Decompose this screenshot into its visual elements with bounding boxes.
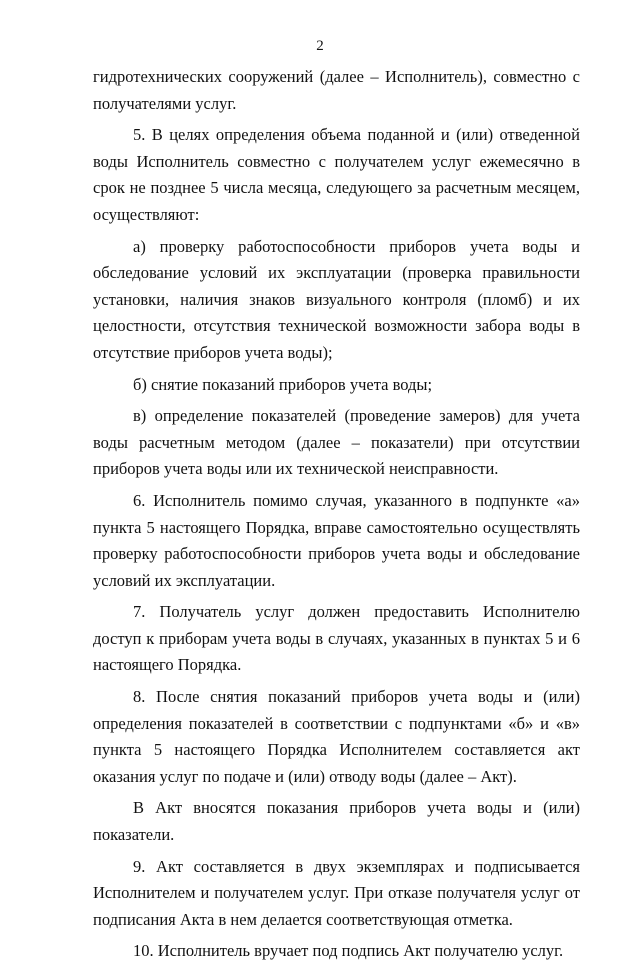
document-body: [93, 64, 580, 965]
paragraph-continuation: гидротехнических сооружений (далее – Исполнитель), совместно с получателями услуг.: [93, 67, 580, 113]
page-number: 2: [316, 38, 324, 54]
paragraph-subitem-a: а) проверку работоспособности приборов учета воды и обследование условий их эксплуатации (проверка правильности установки, наличия знаков визуального контроля (пломб) и их целостности, отсутствия технической возможности забора воды в отсутствие приборов учета воды);: [93, 236, 580, 362]
paragraph-item-6: 6. Исполнитель помимо случая, указанного в подпункте «а» пункта 5 настоящего Порядка, вправе самостоятельно осуществлять проверку работоспособности приборов учета воды и обследование условий их эксплуатации.: [93, 490, 580, 590]
paragraph-item-9: 9. Акт составляется в двух экземплярах и подписывается Исполнителем и получателем услуг. При отказе получателя услуг от подписания Акта в нем делается соответствующая отметка.: [93, 856, 580, 929]
paragraph-item-5: 5. В целях определения объема поданной и (или) отведенной воды Исполнитель совместно с получателем услуг ежемесячно в срок не позднее 5 числа месяца, следующего за расчетным месяцем, осуществляют:: [93, 125, 580, 224]
paragraph-act-contents: В Акт вносятся показания приборов учета воды и (или) показатели.: [93, 798, 580, 845]
paragraph-subitem-v: в) определение показателей (проведение замеров) для учета воды расчетным методом (далее – показатели) при отсутствии приборов учета воды или их технической неисправности.: [93, 406, 580, 479]
paragraph-subitem-b: б) снятие показаний приборов учета воды;: [133, 374, 433, 394]
paragraph-item-10: 10. Исполнитель вручает под подпись Акт получателю услуг.: [133, 941, 564, 961]
paragraph-item-8: 8. После снятия показаний приборов учета воды и (или) определения показателей в соответствии с подпунктами «б» и «в» пункта 5 настоящего Порядка Исполнителем составляется акт оказания услуг по подаче и (или) отводу воды (далее – Акт).: [93, 687, 580, 786]
paragraph-item-7: 7. Получатель услуг должен предоставить Исполнителю доступ к приборам учета воды в случаях, указанных в пунктах 5 и 6 настоящего Порядка.: [93, 602, 580, 675]
